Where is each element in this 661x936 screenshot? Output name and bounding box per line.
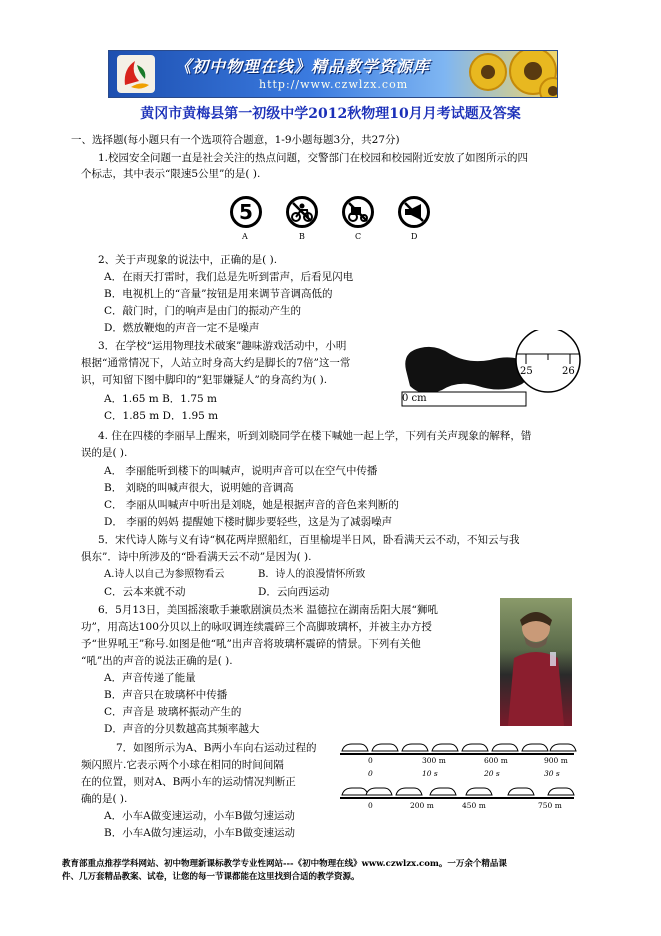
banner-site-title: 《初中物理在线》精品教学资源库 (175, 57, 431, 76)
q7-option-a: A．小车A做变速运动，小车B做匀速运动 (104, 810, 295, 822)
speed-limit-sign (230, 196, 262, 228)
q6-line-1: 6．5月13日，美国摇滚歌手兼歌剧演员杰米 温德拉在湖南岳阳大展“狮吼 (98, 604, 438, 616)
q2-option-d: D．燃放鞭炮的声音一定不是噪声 (104, 322, 260, 334)
singer-photo (500, 598, 572, 726)
ruler-zero-label: 0 cm (402, 393, 427, 404)
footprint-ruler-figure (398, 330, 588, 412)
q6-option-b: B．声音只在玻璃杯中传播 (104, 689, 228, 701)
q2-option-a: A．在雨天打雷时，我们总是先听到雷声，后看见闪电 (104, 271, 354, 283)
q2-stem: 2、关于声现象的说法中，正确的是( ). (98, 254, 278, 266)
q3-options-ab: A．1.65 m B．1.75 m (104, 393, 217, 405)
site-banner (108, 50, 558, 98)
ruler-mark-25: 25 (520, 366, 533, 377)
q7-line-1: 7．如图所示为A、B两小车向右运动过程的 (116, 742, 317, 754)
banner-url: http://www.czwlzx.com (259, 78, 409, 91)
q4-option-b: B． 刘晓的叫喊声很大，说明她的音调高 (104, 482, 294, 494)
strip-a-label-600: 600 m (484, 756, 508, 765)
sign-label-b: B (299, 232, 305, 241)
ruler-mark-26: 26 (562, 366, 575, 377)
q3-options-cd: C．1.85 m D．1.95 m (104, 410, 219, 422)
strip-time-10: 10 s (422, 769, 438, 778)
q4-line-1: 4. 住在四楼的李丽早上醒来，听到刘晓同学在楼下喊她一起上学，下列有关声现象的解释，错 (98, 430, 532, 442)
q5-line-1: 5．宋代诗人陈与义有诗“枫花两岸照船红，百里榆堤半日风，卧看满天云不动，不知云与我 (98, 534, 520, 546)
q6-option-c: C．声音是 玻璃杯振动产生的 (104, 706, 242, 718)
q5-option-c: C．云本来就不动 (104, 586, 186, 598)
q4-option-d: D． 李丽的妈妈 提醒她下楼时脚步要轻些，这是为了减弱噪声 (104, 516, 393, 528)
sunflower-icon (469, 53, 507, 91)
car-strobe-figure (338, 738, 578, 820)
q5-option-b: B．诗人的浪漫情怀所致 (258, 569, 366, 580)
q6-option-d: D．声音的分贝数越高其频率越大 (104, 723, 260, 735)
strip-b-label-450: 450 m (462, 801, 486, 810)
q2-option-b: B．电视机上的“音量”按钮是用来调节音调高低的 (104, 288, 333, 300)
no-honking-sign (398, 196, 430, 228)
no-motorcycle-sign (286, 196, 318, 228)
sign-label-c: C (355, 232, 362, 241)
q6-line-4: “吼”出的声音的说法正确的是( ). (81, 655, 233, 667)
section-heading: 一、选择题(每小题只有一个选项符合题意，1-9小题每题3分，共27分) (71, 134, 400, 146)
traffic-signs-figure (228, 194, 440, 244)
q5-line-2: 俱东”．诗中所涉及的“卧看满天云不动”是因为( ). (81, 551, 312, 563)
document-title: 黄冈市黄梅县第一初级中学2012秋物理10月月考试题及答案 (140, 106, 521, 122)
q7-line-2: 频闪照片.它表示两个小球在相同的时间间隔 (81, 759, 284, 771)
strip-b-label-750: 750 m (538, 801, 562, 810)
sign-label-d: D (411, 232, 418, 241)
q7-line-3: 在的位置，则对A、B两小车的运动情况判断正 (81, 776, 296, 788)
q7-line-4: 确的是( ). (81, 793, 128, 805)
q2-option-c: C．敲门时，门的响声是由门的振动产生的 (104, 305, 302, 317)
q3-line-3: 识，可知留下图中脚印的“犯罪嫌疑人”的身高约为( ). (81, 374, 328, 386)
q6-line-2: 功”，用高达100分贝以上的咏叹调连续震碎三个高脚玻璃杯，并被主办方授 (81, 621, 432, 633)
strip-a-label-0: 0 (368, 756, 373, 765)
strip-a-label-900: 900 m (544, 756, 568, 765)
q4-line-2: 误的是( ). (81, 447, 128, 459)
q4-option-c: C． 李丽从叫喊声中听出是刘晓，她是根据声音的音色来判断的 (104, 499, 399, 511)
speed-limit-number: 5 (239, 200, 253, 224)
q1-line-1: 1.校园安全问题一直是社会关注的热点问题，交警部门在校园和校园附近安放了如图所示的四 (98, 152, 529, 164)
q3-line-2: 根据“通常情况下，人站立时身高大约是脚长的7倍”这一常 (81, 357, 351, 369)
strip-time-0: 0 (368, 769, 373, 778)
q6-option-a: A．声音传递了能量 (104, 672, 196, 684)
sign-label-a: A (242, 232, 248, 241)
q4-option-a: A． 李丽能听到楼下的叫喊声，说明声音可以在空气中传播 (104, 465, 378, 477)
q5-option-d: D．云向西运动 (258, 586, 330, 598)
strip-time-30: 30 s (544, 769, 560, 778)
q5-option-a: A.诗人以自己为参照物看云 (104, 569, 225, 580)
page-footer (62, 858, 622, 884)
q3-line-1: 3．在学校“运用物理技术破案”趣味游戏活动中，小明 (98, 340, 347, 352)
strip-a-label-300: 300 m (422, 756, 446, 765)
strip-b-label-0: 0 (368, 801, 373, 810)
q1-line-2: 个标志，其中表示“限速5公里”的是( ). (81, 168, 261, 180)
q7-option-b: B．小车A做匀速运动，小车B做变速运动 (104, 827, 296, 839)
strip-b-label-200: 200 m (410, 801, 434, 810)
no-tractor-sign (342, 196, 374, 228)
footer-line-1: 教育部重点推荐学科网站、初中物理新课标教学专业性网站---《初中物理在线》www.czwlzx.com。一万余个精品课 (62, 859, 507, 869)
q6-line-3: 予“世界吼王”称号.如图是他“吼”出声音将玻璃杯震碎的情景。下列有关他 (81, 638, 421, 650)
site-logo (117, 55, 155, 93)
strip-time-20: 20 s (484, 769, 500, 778)
footer-line-2: 件、几万套精品教案、试卷，让您的每一节课都能在这里找到合适的教学资源。 (62, 872, 360, 882)
